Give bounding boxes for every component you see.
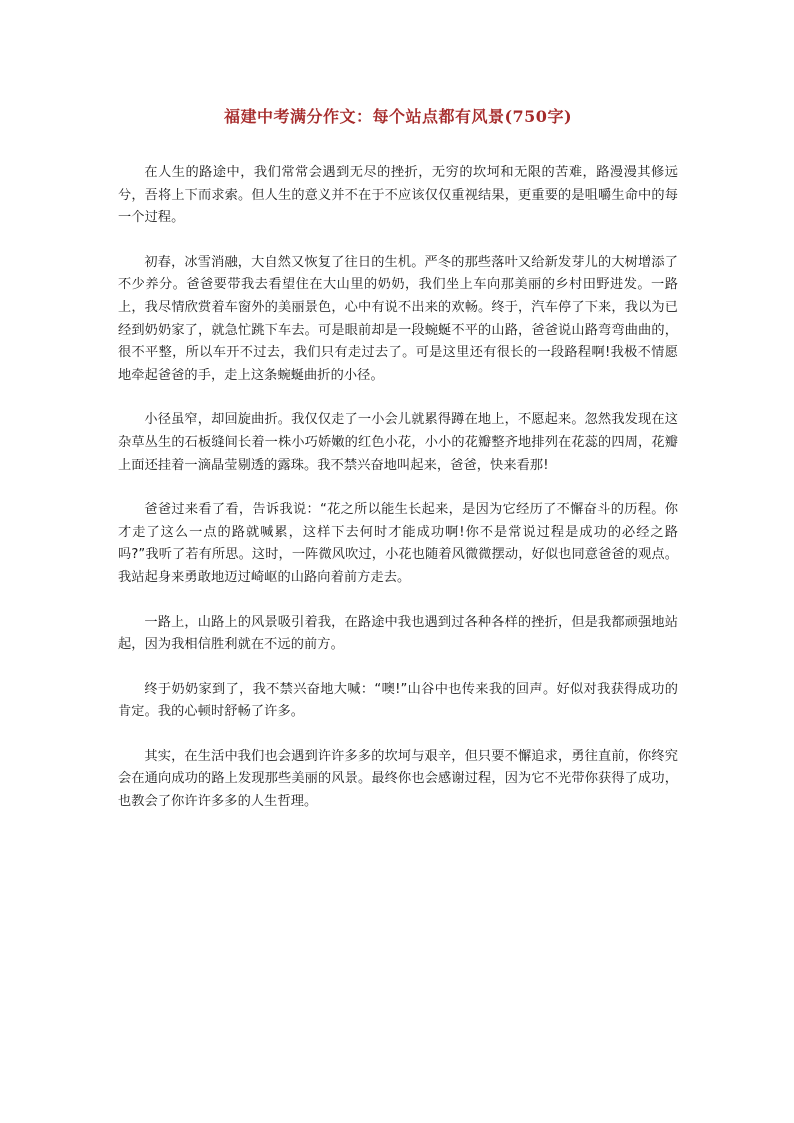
paragraph-3: 小径虽窄，却回旋曲折。我仅仅走了一小会儿就累得蹲在地上，不愿起来。忽然我发现在这杂草丛生的石板缝间长着一株小巧娇嫩的红色小花，小小的花瓣整齐地排列在花蕊的四周，花瓣上面还挂着一滴晶莹剔透的露珠。我不禁兴奋地叫起来，爸爸，快来看那! <box>118 412 678 473</box>
paragraph-7: 其实，在生活中我们也会遇到许许多多的坎坷与艰辛，但只要不懈追求，勇往直前，你终究会在通向成功的路上发现那些美丽的风景。最终你也会感谢过程，因为它不光带你获得了成功，也教会了你许许多多的人生哲理。 <box>118 748 678 810</box>
paragraph-5: 一路上，山路上的风景吸引着我，在路途中我也遇到过各种各样的挫折，但是我都顽强地站起，因为我相信胜利就在不远的前方。 <box>118 614 678 653</box>
paragraph-2: 初春，冰雪消融，大自然又恢复了往日的生机。严冬的那些落叶又给新发芽儿的大树增添了不少养分。爸爸要带我去看望住在大山里的奶奶，我们坐上车向那美丽的乡村田野进发。一路上，我尽情欣赏着车窗外的美丽景色，心中有说不出来的欢畅。终于，汽车停了下来，我以为已经到奶奶家了，就急忙跳下车去。可是眼前却是一段蜿蜒不平的山路，爸爸说山路弯弯曲曲的，很不平整，所以车开不过去，我们只有走过去了。可是这里还有很长的一段路程啊!我极不情愿地牵起爸爸的手，走上这条蜿蜒曲折的小径。 <box>118 254 678 383</box>
page-title: 福建中考满分作文：每个站点都有风景(750字) <box>223 107 573 126</box>
paragraph-1: 在人生的路途中，我们常常会遇到无尽的挫折，无穷的坎坷和无限的苦难，路漫漫其修远兮，吾将上下而求索。但人生的意义并不在于不应该仅仅重视结果，更重要的是咀嚼生命中的每一个过程。 <box>118 165 678 226</box>
paragraph-6: 终于奶奶家到了，我不禁兴奋地大喊：“噢!”山谷中也传来我的回声。好似对我获得成功的肯定。我的心顿时舒畅了许多。 <box>118 681 678 720</box>
document-page <box>118 104 678 836</box>
paragraph-4: 爸爸过来看了看，告诉我说：“花之所以能生长起来，是因为它经历了不懈奋斗的历程。你才走了这么一点的路就喊累，这样下去何时才能成功啊!你不是常说过程是成功的必经之路吗?”我听了若有所思。这时，一阵微风吹过，小花也随着风微微摆动，好似也同意爸爸的观点。我站起身来勇敢地迈过崎岖的山路向着前方走去。 <box>118 502 678 585</box>
